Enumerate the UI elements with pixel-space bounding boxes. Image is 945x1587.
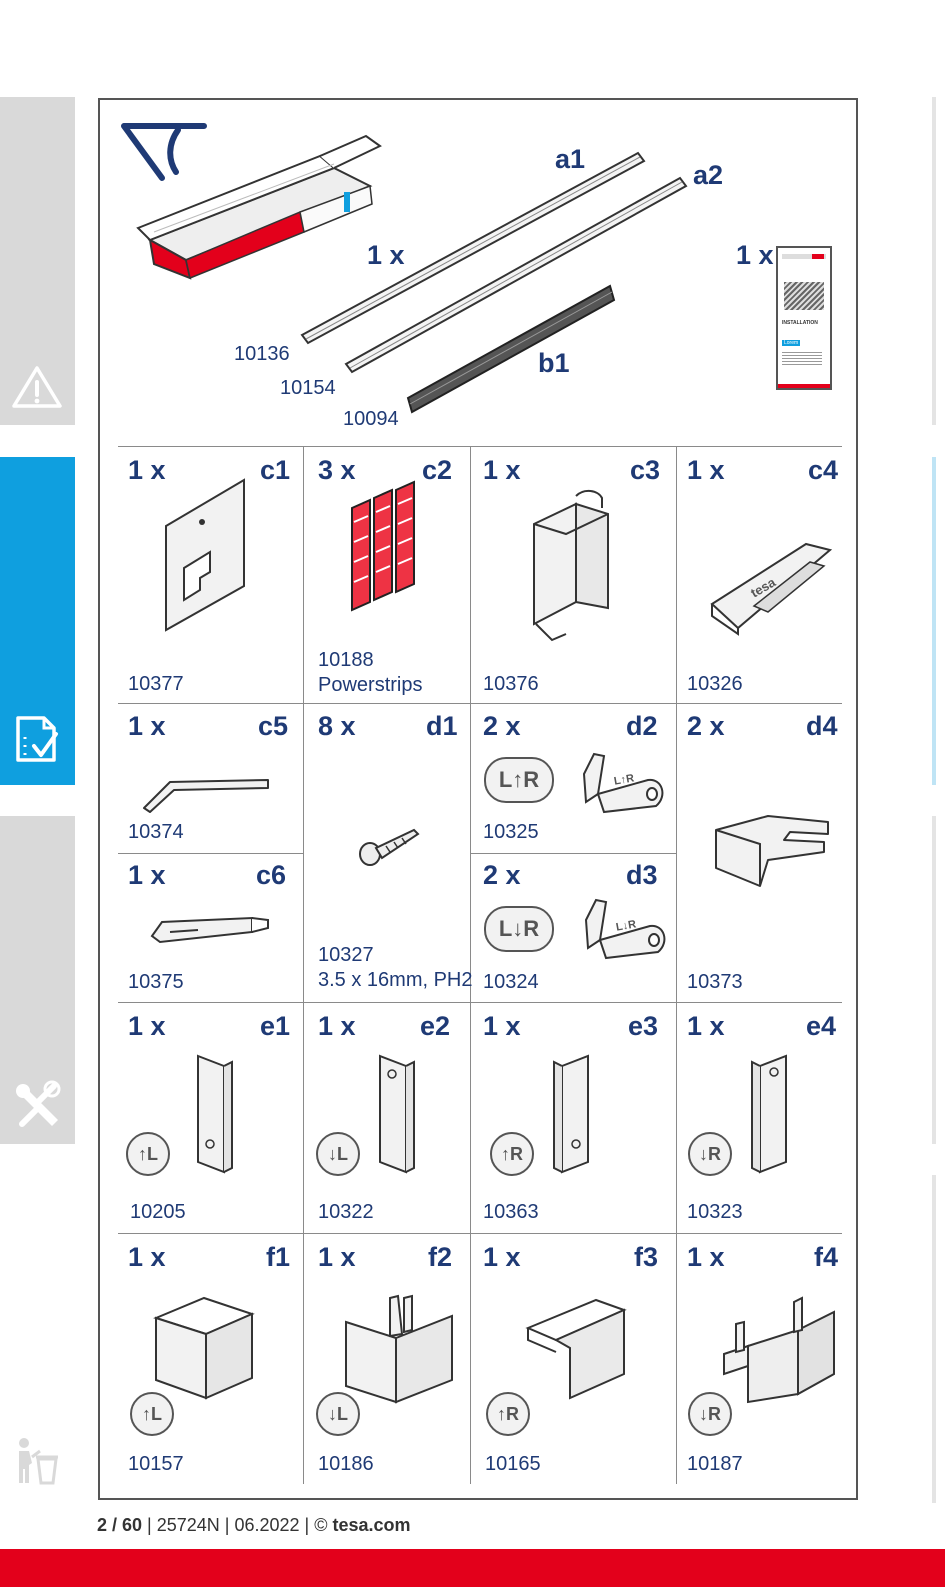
utility-knife-image — [148, 910, 272, 946]
grid-line — [118, 1002, 842, 1003]
part-code-c4: c4 — [808, 455, 839, 485]
small-orientation-badge-d3: L↓R — [615, 918, 638, 934]
article-number-10094: 10094 — [343, 408, 399, 430]
quantity-c4: 1 x — [687, 455, 725, 485]
quantity-f1: 1 x — [128, 1242, 166, 1272]
article-number-c3: 10376 — [483, 673, 539, 695]
instruction-manual-image — [776, 246, 832, 390]
part-label-a2: a2 — [693, 160, 724, 190]
part-code-f2: f2 — [428, 1242, 453, 1272]
part-code-f3: f3 — [634, 1242, 659, 1272]
article-number-10136: 10136 — [234, 343, 290, 365]
grid-line — [118, 703, 842, 704]
article-number-c2: 10188 — [318, 649, 374, 671]
parts-overview-frame — [98, 98, 858, 1500]
article-number-f2: 10186 — [318, 1453, 374, 1475]
part-code-e3: e3 — [628, 1011, 659, 1041]
part-code-f4: f4 — [814, 1242, 839, 1272]
part-code-e1: e1 — [260, 1011, 291, 1041]
mounting-plate-image — [162, 476, 252, 636]
part-code-d4: d4 — [806, 711, 838, 741]
grid-line — [676, 446, 677, 1484]
part-code-c1: c1 — [260, 455, 291, 485]
manual-subtitle-text: Lorem — [784, 340, 799, 346]
right-edge-strip — [932, 1175, 936, 1503]
part-code-d3: d3 — [626, 860, 658, 890]
quantity-e4: 1 x — [687, 1011, 725, 1041]
article-number-d3: 10324 — [483, 971, 539, 993]
part-code-d1: d1 — [426, 711, 458, 741]
end-cap-c3-image — [526, 484, 626, 644]
quantity-f4: 1 x — [687, 1242, 725, 1272]
quantity-f2: 1 x — [318, 1242, 356, 1272]
part-code-e2: e2 — [420, 1011, 451, 1041]
grid-line — [118, 853, 304, 854]
article-number-d4: 10373 — [687, 971, 743, 993]
sidebar-tab-safety[interactable] — [0, 97, 75, 425]
part-code-c6: c6 — [256, 860, 287, 890]
orientation-badge-e3: ↑R — [490, 1132, 534, 1176]
part-description-c2: Powerstrips — [318, 674, 423, 696]
corner-connector-f2-image — [342, 1294, 460, 1406]
quantity-e1: 1 x — [128, 1011, 166, 1041]
page-footer — [97, 1515, 411, 1536]
brand-red-bar — [0, 1549, 945, 1587]
article-number-e3: 10363 — [483, 1201, 539, 1223]
quantity-d1: 8 x — [318, 711, 356, 741]
article-number-e4: 10323 — [687, 1201, 743, 1223]
tesa-logo-on-part: tesa — [747, 574, 779, 601]
orientation-badge-f3: ↑R — [486, 1392, 530, 1436]
grid-line — [118, 446, 842, 447]
grid-line — [118, 1233, 842, 1234]
document-info: | 25724N | 06.2022 | © — [142, 1515, 333, 1535]
article-number-e1: 10205 — [130, 1201, 186, 1223]
orientation-badge-f4: ↓R — [688, 1392, 732, 1436]
part-code-e4: e4 — [806, 1011, 837, 1041]
article-number-e2: 10322 — [318, 1201, 374, 1223]
part-label-a1: a1 — [555, 144, 586, 174]
end-cap-e1-image — [192, 1052, 238, 1178]
article-number-d1: 10327 — [318, 944, 374, 966]
part-code-f1: f1 — [266, 1242, 291, 1272]
grid-line — [303, 446, 304, 1484]
part-description-d1: 3.5 x 16mm, PH2 — [318, 969, 473, 991]
quantity-e2: 1 x — [318, 1011, 356, 1041]
article-number-c5: 10374 — [128, 821, 184, 843]
warning-icon — [10, 360, 65, 415]
orientation-badge-e1: ↑L — [126, 1132, 170, 1176]
grid-line — [470, 853, 676, 854]
part-code-c2: c2 — [422, 455, 453, 485]
orientation-badge-d3: L↓R — [484, 906, 554, 952]
disposal-icon — [10, 1433, 65, 1488]
right-edge-strip — [932, 816, 936, 1144]
corner-connector-f4-image — [718, 1294, 840, 1404]
part-label-b1: b1 — [538, 348, 570, 378]
right-edge-strip — [932, 97, 936, 425]
right-edge-strip-active — [932, 457, 936, 785]
tools-icon — [10, 1078, 65, 1133]
allen-key-image — [140, 774, 272, 814]
clip-d4-image — [712, 812, 832, 892]
quantity-c6: 1 x — [128, 860, 166, 890]
manual-quantity: 1 x — [736, 240, 774, 270]
quantity-d4: 2 x — [687, 711, 725, 741]
quantity-f3: 1 x — [483, 1242, 521, 1272]
grid-line — [470, 446, 471, 1484]
screw-image — [358, 824, 420, 868]
part-code-c5: c5 — [258, 711, 289, 741]
article-number-f3: 10165 — [485, 1453, 541, 1475]
quantity-c3: 1 x — [483, 455, 521, 485]
article-number-c6: 10375 — [128, 971, 184, 993]
orientation-badge-e4: ↓R — [688, 1132, 732, 1176]
rails-quantity: 1 x — [367, 240, 405, 270]
quantity-c1: 1 x — [128, 455, 166, 485]
sidebar-tab-tools[interactable] — [0, 816, 75, 1144]
article-number-c1: 10377 — [128, 673, 184, 695]
orientation-badge-d2: L↑R — [484, 757, 554, 803]
orientation-badge-f2: ↓L — [316, 1392, 360, 1436]
manual-title-text: INSTALLATION — [782, 320, 818, 326]
quantity-d3: 2 x — [483, 860, 521, 890]
article-number-10154: 10154 — [280, 377, 336, 399]
end-cap-e4-image — [746, 1052, 792, 1178]
quantity-e3: 1 x — [483, 1011, 521, 1041]
powerstrips-image — [348, 482, 420, 612]
part-code-d2: d2 — [626, 711, 658, 741]
small-orientation-badge-d2: L↑R — [613, 772, 636, 788]
end-cap-e2-image — [374, 1052, 420, 1178]
quantity-c2: 3 x — [318, 455, 356, 485]
corner-cap-f3-image — [524, 1296, 628, 1400]
website-link[interactable]: tesa.com — [332, 1515, 411, 1535]
quantity-c5: 1 x — [128, 711, 166, 741]
part-code-c3: c3 — [630, 455, 661, 485]
orientation-badge-e2: ↓L — [316, 1132, 360, 1176]
page-number: 2 / 60 — [97, 1515, 143, 1535]
article-number-c4: 10326 — [687, 673, 743, 695]
orientation-badge-f1: ↑L — [130, 1392, 174, 1436]
article-number-d2: 10325 — [483, 821, 539, 843]
quantity-d2: 2 x — [483, 711, 521, 741]
end-cap-e3-image — [548, 1052, 594, 1178]
article-number-f4: 10187 — [687, 1453, 743, 1475]
rail-b1-image — [406, 280, 616, 415]
sidebar-tab-disposal[interactable] — [0, 1175, 75, 1503]
article-number-f1: 10157 — [128, 1453, 184, 1475]
checklist-icon — [10, 712, 65, 767]
corner-cap-f1-image — [152, 1294, 256, 1404]
sidebar-tab-contents[interactable] — [0, 457, 75, 785]
